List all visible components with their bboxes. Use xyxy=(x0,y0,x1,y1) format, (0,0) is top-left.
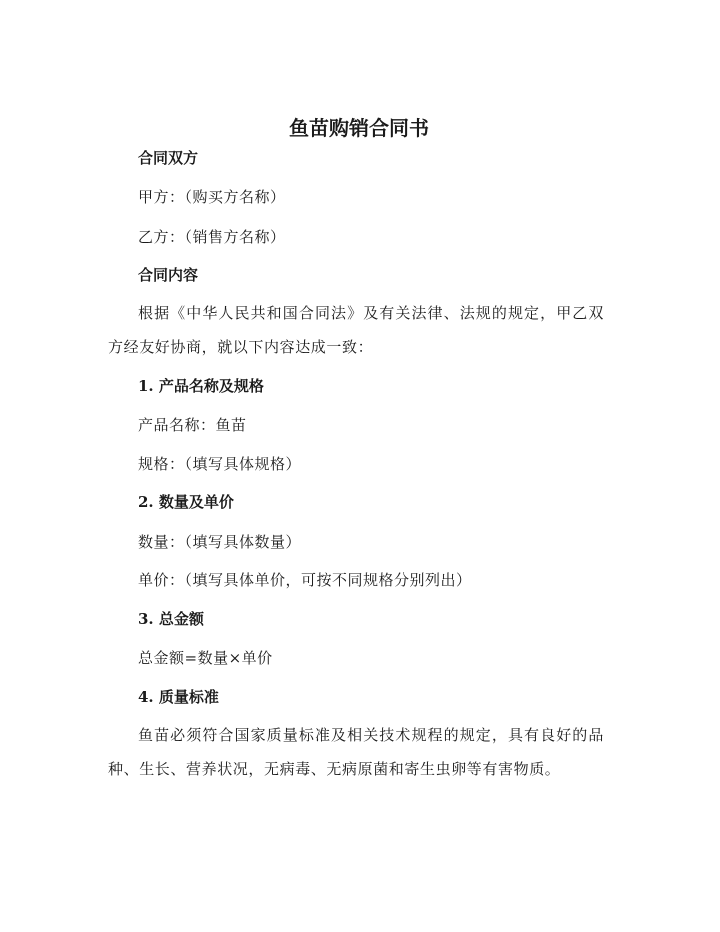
quantity-line: 数量：（填写具体数量） xyxy=(138,533,302,551)
document-title: 鱼苗购销合同书 xyxy=(289,116,429,140)
parties-heading: 合同双方 xyxy=(138,149,199,167)
section-1-heading: 1. 产品名称及规格 xyxy=(138,377,264,395)
content-heading: 合同内容 xyxy=(138,266,199,284)
total-amount-line: 总金额=数量×单价 xyxy=(138,649,273,667)
unit-price-line: 单价：（填写具体单价，可按不同规格分别列出） xyxy=(138,571,472,589)
party-a-line: 甲方：（购买方名称） xyxy=(138,188,286,206)
section-3-heading: 3. 总金额 xyxy=(138,610,204,628)
party-b-line: 乙方：（销售方名称） xyxy=(138,228,286,246)
product-name-line: 产品名称：鱼苗 xyxy=(138,416,247,434)
section-2-heading: 2. 数量及单价 xyxy=(138,493,234,511)
section-4-heading: 4. 质量标准 xyxy=(138,688,219,706)
quality-paragraph: 鱼苗必须符合国家质量标准及相关技术规程的规定，具有良好的品种、生长、营养状况，无病毒、无病原菌和寄生虫卵等有害物质。 xyxy=(108,726,604,778)
spec-line: 规格：（填写具体规格） xyxy=(138,455,302,473)
intro-paragraph: 根据《中华人民共和国合同法》及有关法律、法规的规定，甲乙双方经友好协商，就以下内容达成一致： xyxy=(108,304,604,356)
